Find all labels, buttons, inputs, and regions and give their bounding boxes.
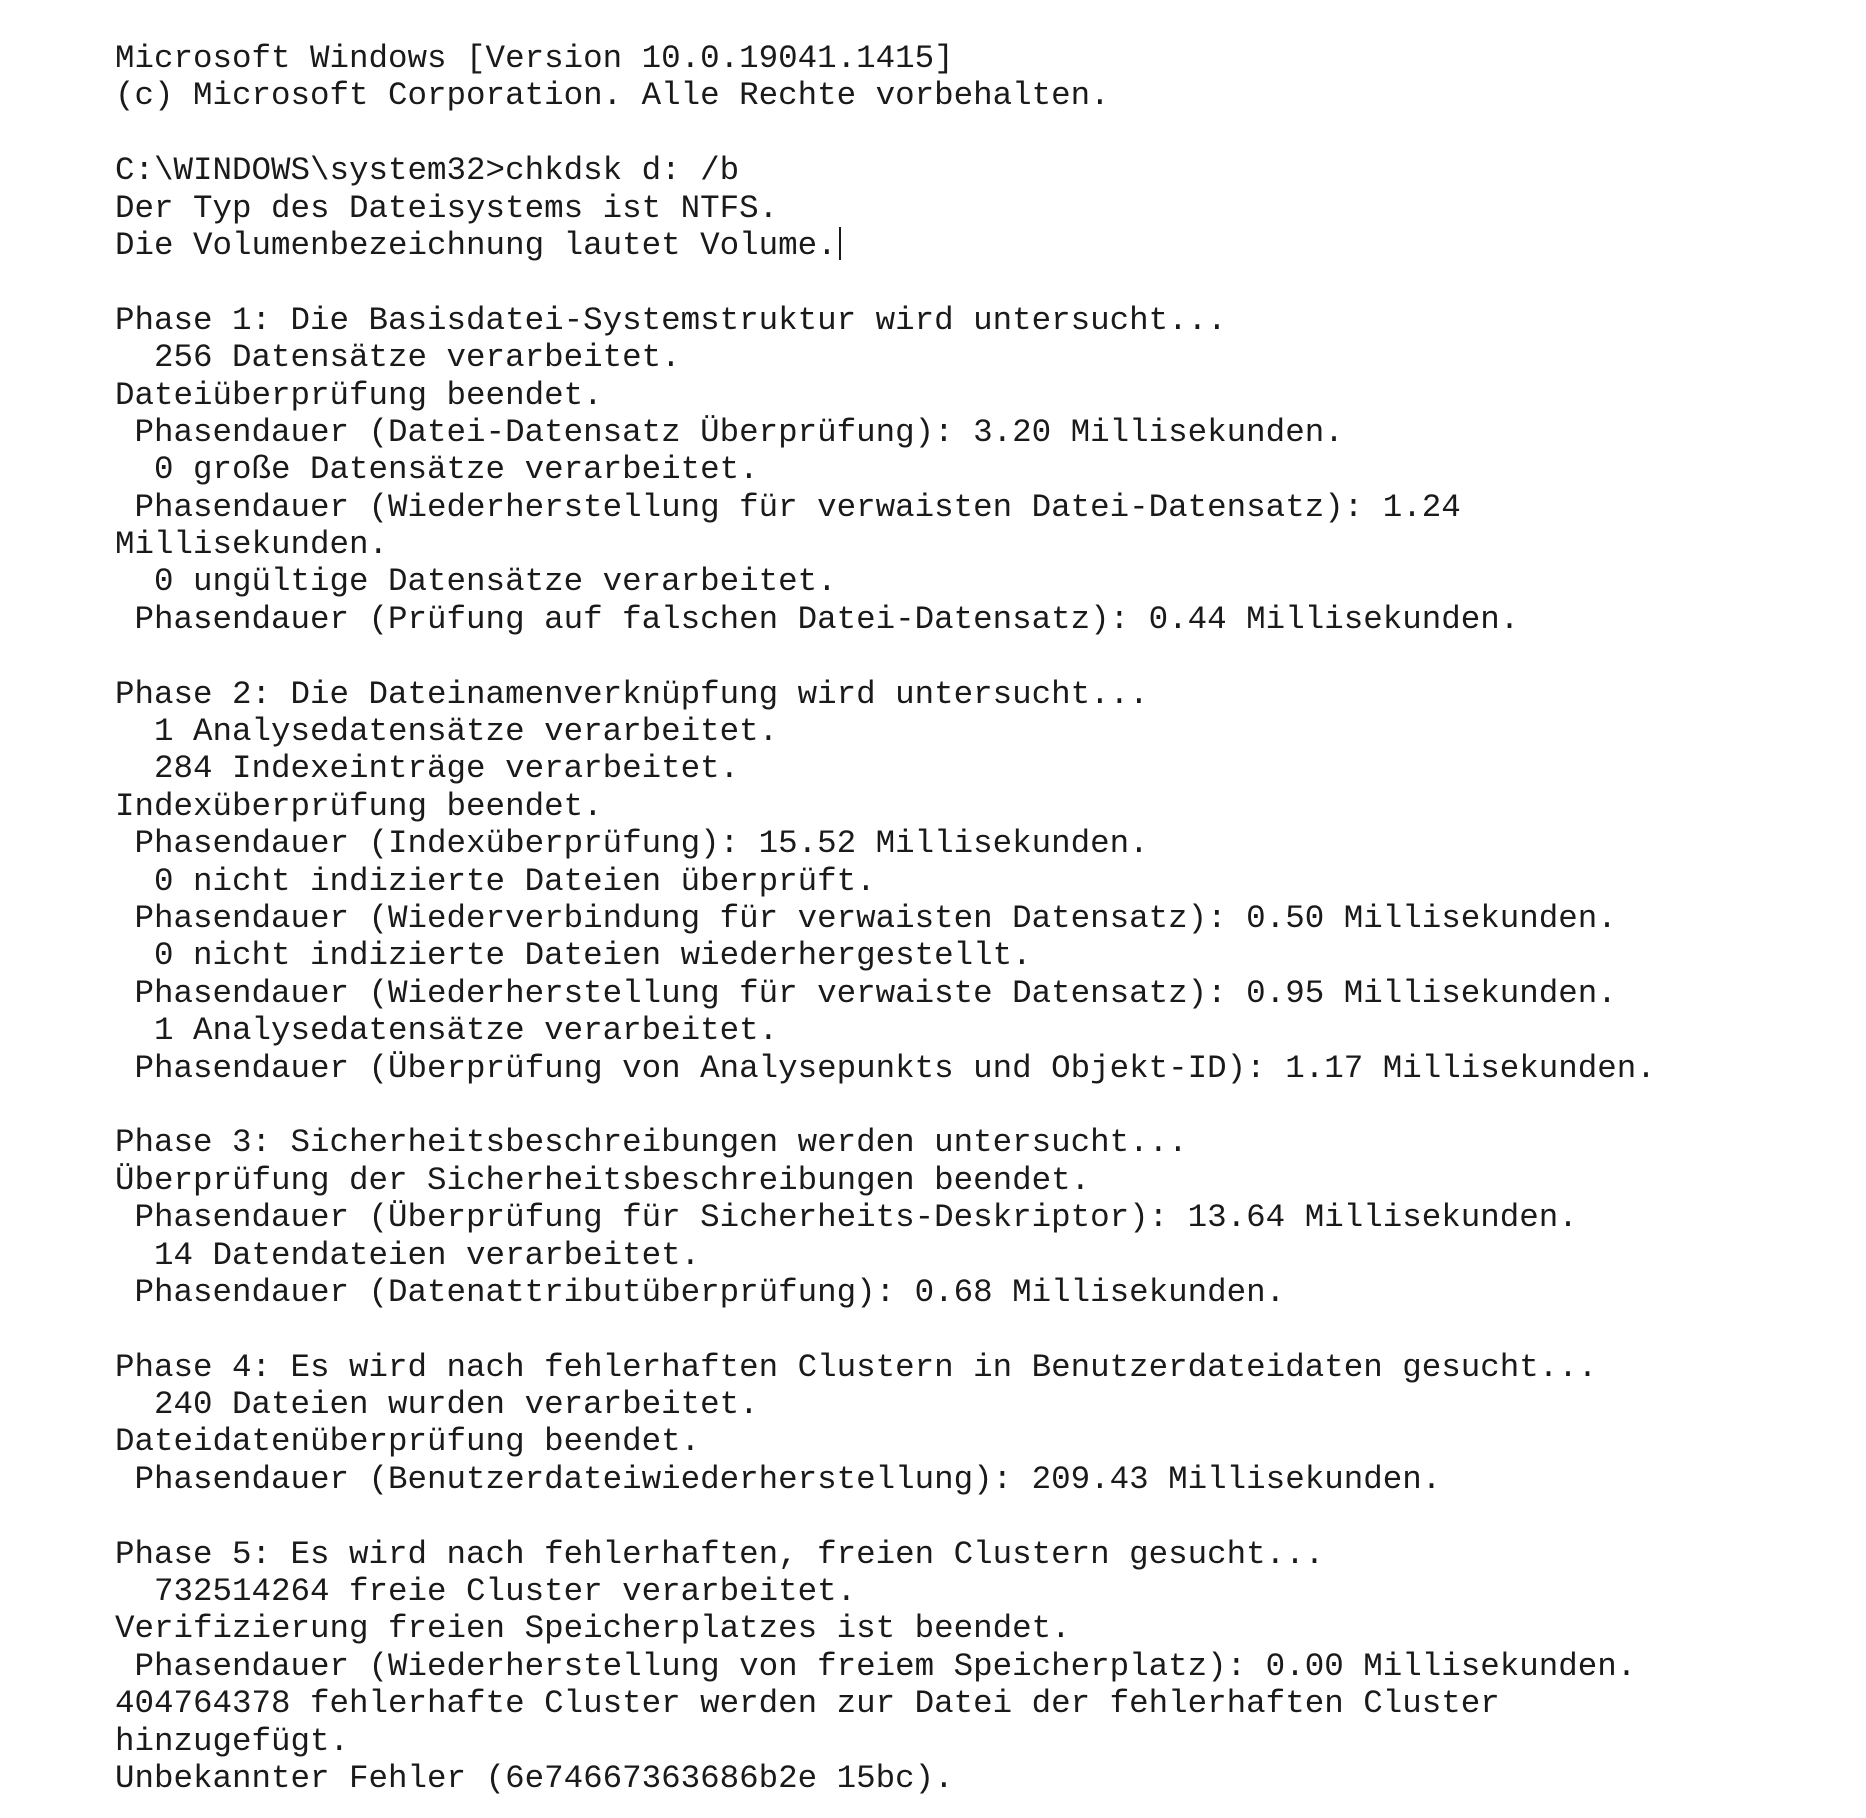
filesystem-type-line: Der Typ des Dateisystems ist NTFS. [115, 189, 779, 227]
phase4-line: Phasendauer (Benutzerdateiwiederherstellung): 209.43 Millisekunden. [115, 1460, 1442, 1498]
error-message-line: Unbekannter Fehler (6e74667363686b2e 15bc). [115, 1759, 954, 1797]
blank-line [115, 1498, 1835, 1535]
blank-line [115, 638, 1835, 675]
phase1-line: 0 ungültige Datensätze verarbeitet. [115, 563, 837, 601]
phase3-line: Überprüfung der Sicherheitsbeschreibungen beendet. [115, 1161, 1091, 1199]
phase5-line: hinzugefügt. [115, 1722, 350, 1760]
phase5-title: Phase 5: Es wird nach fehlerhaften, freien Clustern gesucht... [115, 1535, 1325, 1573]
phase3-line: Phasendauer (Überprüfung für Sicherheits-Deskriptor): 13.64 Millisekunden. [115, 1199, 1578, 1237]
blank-line [115, 115, 1835, 152]
phase1-line: Phasendauer (Wiederherstellung für verwaisten Datei-Datensatz): 1.24 [115, 488, 1461, 526]
phase2-line: 0 nicht indizierte Dateien überprüft. [115, 862, 876, 900]
phase2-line: Phasendauer (Wiederherstellung für verwaiste Datensatz): 0.95 Millisekunden. [115, 974, 1617, 1012]
copyright-line: (c) Microsoft Corporation. Alle Rechte vorbehalten. [115, 77, 1110, 115]
phase1-line: 0 große Datensätze verarbeitet. [115, 451, 759, 489]
phase2-line: Phasendauer (Überprüfung von Analysepunkts und Objekt-ID): 1.17 Millisekunden. [115, 1049, 1656, 1087]
text-cursor [839, 227, 841, 260]
phase1-line: Phasendauer (Prüfung auf falschen Datei-Datensatz): 0.44 Millisekunden. [115, 600, 1520, 638]
phase4-title: Phase 4: Es wird nach fehlerhaften Clustern in Benutzerdateidaten gesucht... [115, 1348, 1598, 1386]
phase1-line: Phasendauer (Datei-Datensatz Überprüfung): 3.20 Millisekunden. [115, 413, 1344, 451]
phase5-line: 404764378 fehlerhafte Cluster werden zur Datei der fehlerhaften Cluster [115, 1685, 1500, 1723]
phase2-line: Phasendauer (Indexüberprüfung): 15.52 Millisekunden. [115, 825, 1149, 863]
phase2-title: Phase 2: Die Dateinamenverknüpfung wird untersucht... [115, 675, 1149, 713]
volume-label-text: Die Volumenbezeichnung lautet Volume. [115, 226, 837, 264]
blank-line [115, 1087, 1835, 1124]
command-line: C:\WINDOWS\system32>chkdsk d: /b [115, 152, 740, 190]
phase5-line: Phasendauer (Wiederherstellung von freiem Speicherplatz): 0.00 Millisekunden. [115, 1647, 1637, 1685]
phase3-line: 14 Datendateien verarbeitet. [115, 1236, 701, 1274]
phase3-title: Phase 3: Sicherheitsbeschreibungen werden untersucht... [115, 1124, 1188, 1162]
phase2-line: 284 Indexeinträge verarbeitet. [115, 750, 740, 788]
phase5-line: 732514264 freie Cluster verarbeitet. [115, 1573, 857, 1611]
phase4-line: Dateidatenüberprüfung beendet. [115, 1423, 701, 1461]
phase1-line: Dateiüberprüfung beendet. [115, 376, 603, 414]
console-output[interactable] [115, 40, 1835, 1797]
windows-version-line: Microsoft Windows [Version 10.0.19041.1415] [115, 40, 954, 77]
blank-line [115, 1311, 1835, 1348]
phase2-line: Phasendauer (Wiederverbindung für verwaisten Datensatz): 0.50 Millisekunden. [115, 899, 1617, 937]
phase2-line: 1 Analysedatensätze verarbeitet. [115, 1012, 779, 1050]
volume-label-line [115, 227, 1835, 264]
phase2-line: 0 nicht indizierte Dateien wiederhergestellt. [115, 937, 1032, 975]
phase1-line: 256 Datensätze verarbeitet. [115, 339, 681, 377]
phase2-line: 1 Analysedatensätze verarbeitet. [115, 713, 779, 751]
phase4-line: 240 Dateien wurden verarbeitet. [115, 1386, 759, 1424]
phase5-line: Verifizierung freien Speicherplatzes ist beendet. [115, 1610, 1071, 1648]
phase1-line: Millisekunden. [115, 526, 389, 564]
phase1-title: Phase 1: Die Basisdatei-Systemstruktur wird untersucht... [115, 301, 1227, 339]
phase3-line: Phasendauer (Datenattributüberprüfung): 0.68 Millisekunden. [115, 1273, 1286, 1311]
blank-line [115, 264, 1835, 301]
phase2-line: Indexüberprüfung beendet. [115, 787, 603, 825]
